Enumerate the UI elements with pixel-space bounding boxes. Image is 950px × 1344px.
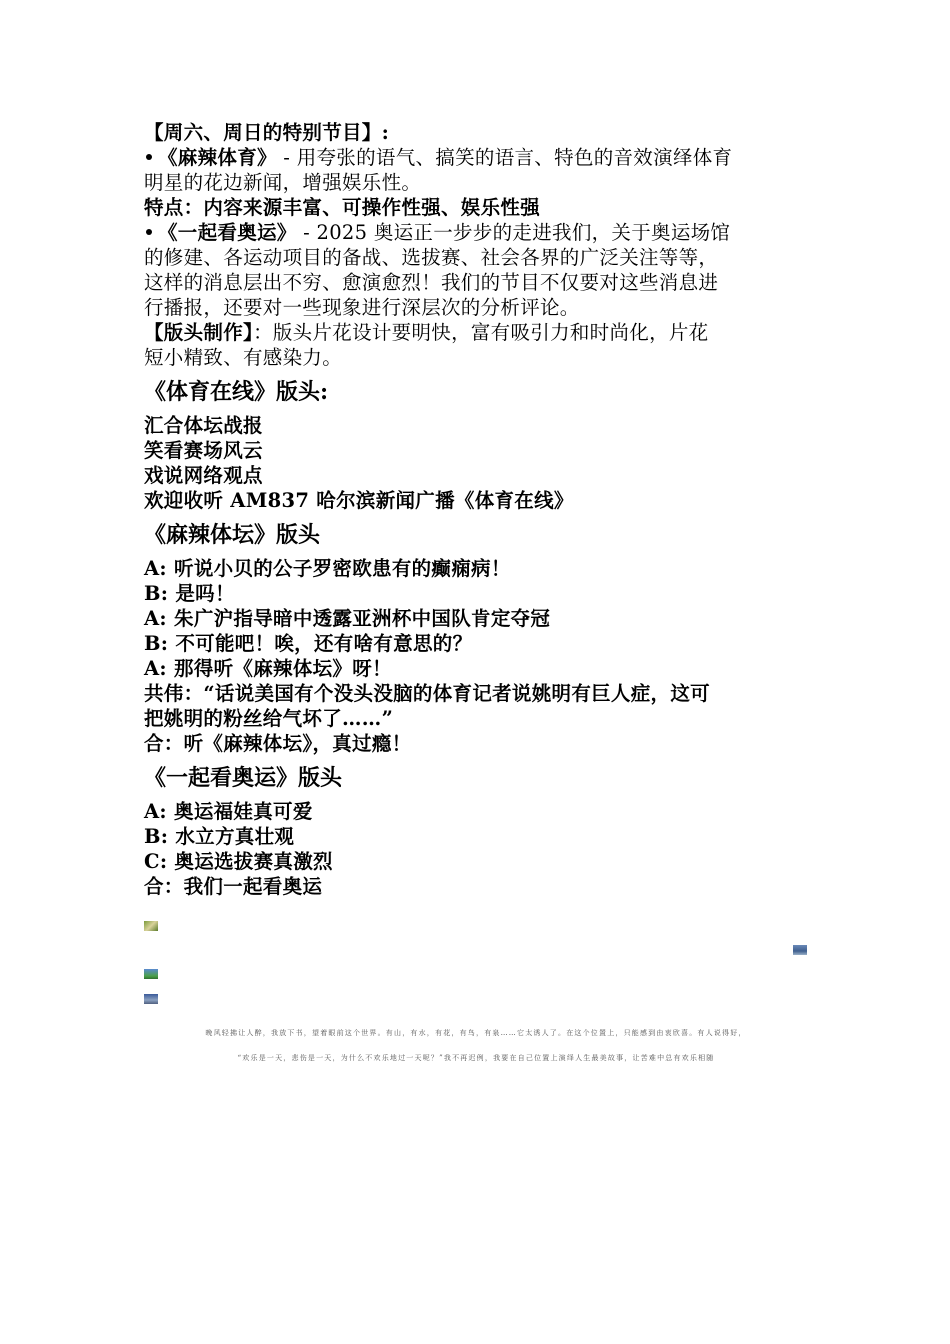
- mala-bullet-line-1: [144, 145, 808, 170]
- online-line: 戏说网络观点: [144, 464, 263, 487]
- watch-olympics-heading: 《一起看奥运》版头: [144, 765, 343, 791]
- dialogue-line: A: 朱广沪指导暗中透露亚洲杯中国队肯定夺冠: [144, 607, 551, 630]
- mala-forum-heading: 《麻辣体坛》版头: [144, 522, 321, 548]
- dialogue-line: A: 那得听《麻辣体坛》呀！: [144, 657, 392, 680]
- online-heading: 《体育在线》版头:: [144, 379, 329, 405]
- document-body: [144, 120, 808, 899]
- online-line: 笑看赛场风云: [144, 439, 263, 462]
- olympic-bullet-line-3: 这样的消息层出不穷、愈演愈烈！我们的节目不仅要对这些消息进: [144, 271, 719, 294]
- dialogue-line: 合：听《麻辣体坛》，真过瘾！: [144, 732, 412, 755]
- mala-bullet-line-2: 明星的花边新闻，增强娱乐性。: [144, 171, 422, 194]
- dialogue-line: 共伟：“话说美国有个没头没脑的体育记者说姚明有巨人症，这可: [144, 682, 710, 705]
- footer-text-line-2: “欢乐是一天，悲伤是一天，为什么不欢乐地过一天呢？”我不再迟例，我要在自己位置上演绎人生最美故事，让苦难中总有欢乐相随: [237, 1054, 715, 1062]
- weekend-section-title: 【周六、周日的特别节目】:: [144, 121, 390, 144]
- header-making-line-1: [144, 320, 808, 345]
- dialogue-line: B: 是吗！: [144, 582, 235, 605]
- thumbnail-image: [793, 945, 807, 955]
- olympic-bullet-line-2: 的修建、各运动项目的备战、选拔赛、社会各界的广泛关注等等，: [144, 246, 719, 269]
- mala-program-desc: - 用夸张的语气、搞笑的语言、特色的音效演绎体育: [276, 146, 733, 169]
- olympic-program-desc: - 2025 奥运正一步步的走进我们，关于奥运场馆: [296, 221, 731, 244]
- dialogue-line: 把姚明的粉丝给气坏了……”: [144, 707, 394, 730]
- header-making-text: ：版头片花设计要明快，富有吸引力和时尚化，片花: [253, 321, 709, 344]
- thumbnail-image: [144, 994, 158, 1004]
- olympic-program-name: 《一起看奥运》: [158, 221, 297, 244]
- olympic-bullet-line-1: [144, 220, 808, 245]
- thumbnail-image: [144, 921, 158, 931]
- header-making-label: 【版头制作】: [144, 321, 254, 344]
- features-line: 特点：内容来源丰富、可操作性强、娱乐性强: [144, 196, 541, 219]
- dialogue-line: A: 听说小贝的公子罗密欧患有的癫痫病！: [144, 557, 511, 580]
- header-making-line-2: 短小精致、有感染力。: [144, 346, 343, 369]
- online-line: 欢迎收听 AM837 哈尔滨新闻广播《体育在线》: [144, 489, 574, 512]
- footer-text-line-1: 晚风轻拂让人醉，我放下书，望着眼前这个世界。有山，有水，有花，有鸟，有泉……它太诱人了。在这个位置上，只能感到由衷欣喜。有人说得好，: [205, 1029, 747, 1037]
- dialogue-line: B: 水立方真壮观: [144, 825, 295, 848]
- dialogue-line: 合：我们一起看奥运: [144, 875, 323, 898]
- mala-program-name: 《麻辣体育》: [158, 146, 277, 169]
- bullet-icon: [146, 229, 152, 235]
- dialogue-line: A: 奥运福娃真可爱: [144, 800, 313, 823]
- thumbnail-image: [144, 969, 158, 979]
- olympic-bullet-line-4: 行播报，还要对一些现象进行深层次的分析评论。: [144, 296, 580, 319]
- online-line: 汇合体坛战报: [144, 414, 263, 437]
- dialogue-line: B: 不可能吧！唉，还有啥有意思的？: [144, 632, 473, 655]
- dialogue-line: C: 奥运选拔赛真激烈: [144, 850, 333, 873]
- bullet-icon: [146, 154, 152, 160]
